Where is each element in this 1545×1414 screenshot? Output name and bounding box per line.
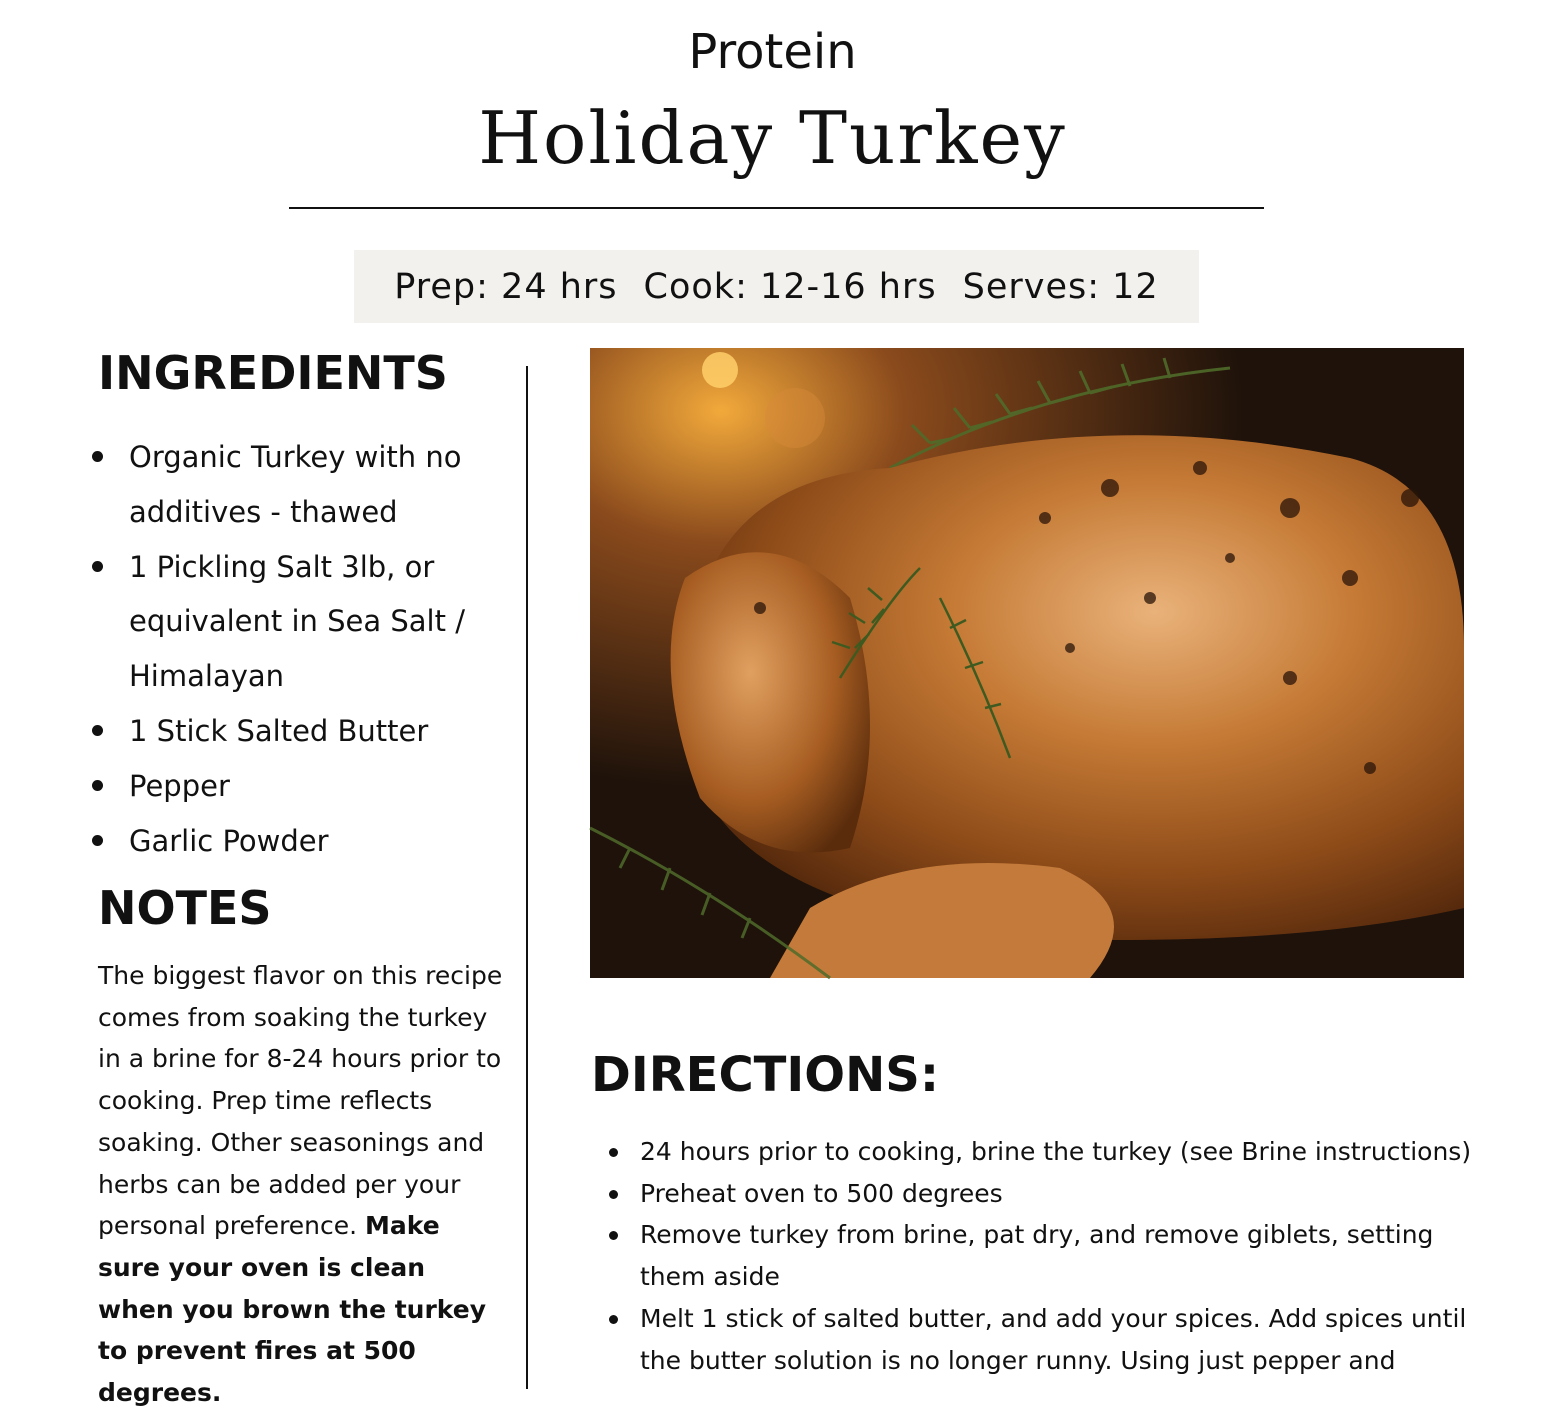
- direction-step: Melt 1 stick of salted butter, and add your spices. Add spices until the butter solution is no longer runny. Using just pepper and: [609, 1298, 1489, 1381]
- direction-step: Preheat oven to 500 degrees: [609, 1173, 1489, 1215]
- servings: Serves: 12: [962, 266, 1159, 307]
- cook-time: Cook: 12-16 hrs: [643, 266, 937, 307]
- bullet-icon: [609, 1231, 618, 1240]
- column-divider: [526, 366, 528, 1389]
- recipe-category: Protein: [688, 24, 857, 80]
- bullet-icon: [92, 835, 103, 846]
- direction-step: Remove turkey from brine, pat dry, and remove giblets, setting them aside: [609, 1214, 1489, 1297]
- bullet-icon: [92, 725, 103, 736]
- bullet-icon: [609, 1190, 618, 1199]
- ingredient-item: 1 Stick Salted Butter: [98, 704, 508, 759]
- notes-body: The biggest flavor on this recipe comes from soaking the turkey in a brine for 8-24 hours prior to cooking. Prep time reflects soaking. Other seasonings and herbs can be added per your personal preference.: [98, 961, 503, 1241]
- title-divider: [289, 207, 1264, 209]
- bullet-icon: [92, 561, 103, 572]
- turkey-photo: [590, 348, 1464, 978]
- ingredient-item: 1 Pickling Salt 3lb, or equivalent in Sea Salt / Himalayan: [98, 540, 508, 704]
- direction-step: 24 hours prior to cooking, brine the turkey (see Brine instructions): [609, 1131, 1489, 1173]
- roasted-turkey-photo-icon: [590, 348, 1464, 978]
- notes-heading: NOTES: [98, 881, 272, 935]
- bullet-icon: [92, 780, 103, 791]
- ingredient-item: Garlic Powder: [98, 814, 508, 869]
- ingredients-list: [98, 430, 508, 868]
- bullet-icon: [609, 1315, 618, 1324]
- directions-list: [609, 1131, 1489, 1381]
- ingredient-item: Pepper: [98, 759, 508, 814]
- directions-heading: DIRECTIONS:: [591, 1047, 940, 1103]
- bullet-icon: [92, 451, 103, 462]
- recipe-meta-box: [354, 250, 1199, 323]
- bullet-icon: [609, 1148, 618, 1157]
- notes-text: [98, 955, 508, 1414]
- recipe-title: Holiday Turkey: [478, 96, 1067, 180]
- ingredient-item: Organic Turkey with no additives - thawed: [98, 430, 508, 540]
- prep-time: Prep: 24 hrs: [394, 266, 618, 307]
- ingredients-heading: INGREDIENTS: [98, 346, 448, 400]
- notes-warning: Make sure your oven is clean when you brown the turkey to prevent fires at 500 degrees.: [98, 1211, 487, 1408]
